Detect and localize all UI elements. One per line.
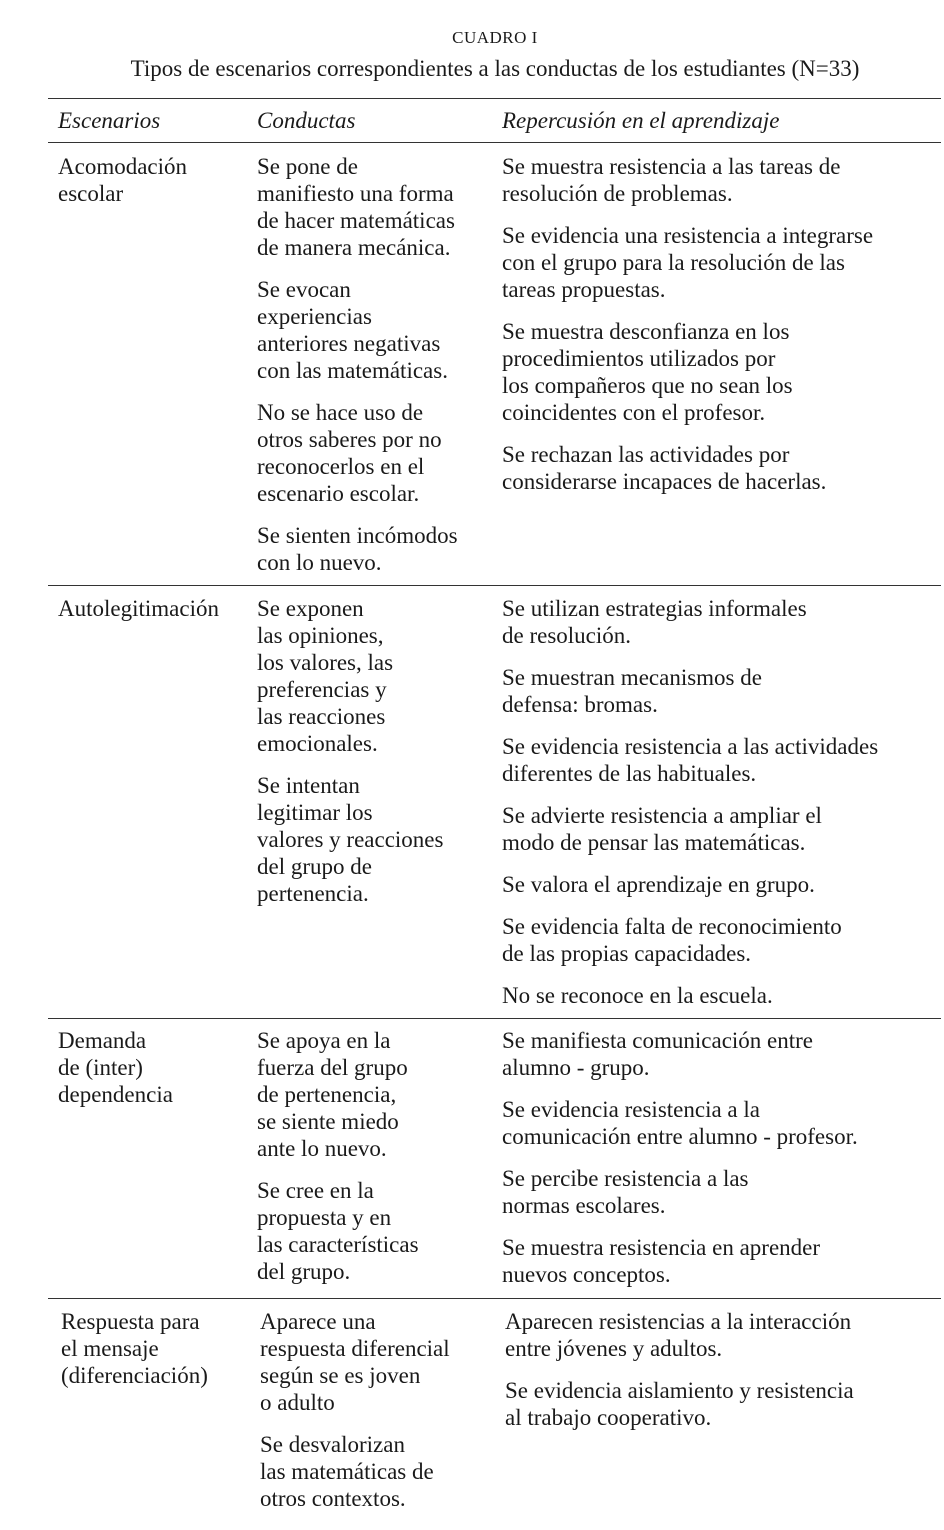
impact-item: Se utilizan estrategias informales de resolución. — [502, 596, 807, 648]
table-top-rule — [48, 98, 941, 99]
behavior-item: Aparece una respuesta diferencial según se es joven o adulto — [260, 1309, 450, 1415]
behavior-item: No se hace uso de otros saberes por no reconocerlos en el escenario escolar. — [257, 400, 442, 506]
behavior-item: Se desvalorizan las matemáticas de otros contextos. — [260, 1432, 434, 1511]
header-impact: Repercusión en el aprendizaje — [502, 108, 780, 133]
impact-item: Se percibe resistencia a las normas escolares. — [502, 1166, 749, 1218]
impact-item: Aparecen resistencias a la interacción entre jóvenes y adultos. — [505, 1309, 852, 1361]
impact-item: Se advierte resistencia a ampliar el modo de pensar las matemáticas. — [502, 803, 822, 855]
table-caption-title: Tipos de escenarios correspondientes a las conductas de los estudiantes (N=33) — [130, 56, 860, 81]
behavior-item: Se evocan experiencias anteriores negativas con las matemáticas. — [257, 277, 448, 383]
scenario-name: Acomodación escolar — [58, 154, 188, 206]
row-rule — [48, 1298, 941, 1299]
row-behaviors-respuesta — [260, 1308, 500, 1512]
scenario-name: Demanda de (inter) dependencia — [58, 1028, 173, 1107]
behavior-item: Se exponen las opiniones, los valores, las preferencias y las reacciones emocionales. — [257, 596, 394, 756]
table-caption-label: CUADRO I — [452, 28, 538, 47]
row-behaviors-demanda — [257, 1027, 497, 1285]
scenario-name: Respuesta para el mensaje (diferenciación) — [61, 1309, 208, 1388]
impact-item: Se evidencia resistencia a las actividades diferentes de las habituales. — [502, 734, 879, 786]
impact-item: Se muestra resistencia en aprender nuevos conceptos. — [502, 1235, 821, 1287]
header-rule — [48, 142, 941, 143]
impact-item: Se evidencia resistencia a la comunicación entre alumno - profesor. — [502, 1097, 858, 1149]
impact-item: Se muestra desconfianza en los procedimientos utilizados por los compañeros que no sean los coincidentes con el profesor. — [502, 319, 793, 425]
impact-item: Se evidencia falta de reconocimiento de las propias capacidades. — [502, 914, 842, 966]
impact-item: Se manifiesta comunicación entre alumno - grupo. — [502, 1028, 814, 1080]
row-rule — [48, 1018, 941, 1019]
behavior-item: Se intentan legitimar los valores y reacciones del grupo de pertenencia. — [257, 773, 444, 906]
impact-item: Se valora el aprendizaje en grupo. — [502, 872, 815, 897]
row-impacts-respuesta — [505, 1308, 935, 1431]
row-behaviors-autolegitimacion — [257, 595, 497, 907]
row-scenario-respuesta — [61, 1308, 251, 1389]
impact-item: Se evidencia una resistencia a integrarse con el grupo para la resolución de las tareas propuestas. — [502, 223, 874, 302]
impact-item: Se rechazan las actividades por considerarse incapaces de hacerlas. — [502, 442, 827, 494]
header-scenarios: Escenarios — [58, 108, 161, 133]
header-behaviors: Conductas — [257, 108, 356, 133]
behavior-item: Se apoya en la fuerza del grupo de pertenencia, se siente miedo ante lo nuevo. — [257, 1028, 408, 1161]
row-scenario-autolegitimacion — [58, 595, 248, 622]
behavior-item: Se sienten incómodos con lo nuevo. — [257, 523, 458, 575]
row-impacts-acomodacion — [502, 153, 932, 495]
impact-item: Se muestran mecanismos de defensa: bromas. — [502, 665, 762, 717]
row-behaviors-acomodacion — [257, 153, 497, 576]
impact-item: Se evidencia aislamiento y resistencia al trabajo cooperativo. — [505, 1378, 854, 1430]
row-impacts-demanda — [502, 1027, 932, 1288]
behavior-item: Se cree en la propuesta y en las características del grupo. — [257, 1178, 419, 1284]
impact-item: Se muestra resistencia a las tareas de resolución de problemas. — [502, 154, 841, 206]
behavior-item: Se pone de manifiesto una forma de hacer matemáticas de manera mecánica. — [257, 154, 455, 260]
row-impacts-autolegitimacion — [502, 595, 932, 1009]
row-scenario-acomodacion — [58, 153, 248, 207]
impact-item: No se reconoce en la escuela. — [502, 983, 773, 1008]
scenario-name: Autolegitimación — [58, 596, 219, 621]
row-scenario-demanda — [58, 1027, 248, 1108]
row-rule — [48, 585, 941, 586]
